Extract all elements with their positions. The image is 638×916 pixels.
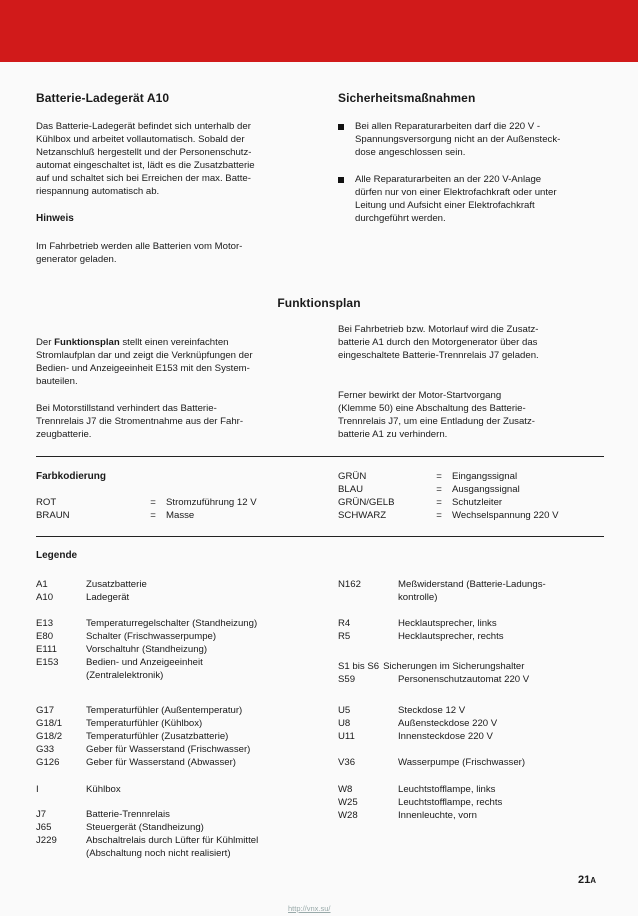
legend-code: R4 <box>338 618 351 629</box>
legend-item <box>36 743 250 756</box>
legend-code: W25 <box>338 797 358 808</box>
legend-code: G17 <box>36 705 55 716</box>
funktionsplan-left-p2: Bei Motorstillstand verhindert das Batterie- Trennrelais J7 die Stromentnahme aus der Fahr- zeugbatterie. <box>36 403 244 440</box>
legend-item <box>36 756 236 769</box>
equals-sign: = <box>436 510 442 521</box>
legend-item <box>338 704 465 717</box>
legend-label: Batterie-Trennrelais <box>86 809 170 820</box>
legend-item <box>338 730 493 743</box>
divider <box>36 536 604 537</box>
color-row <box>338 496 502 509</box>
legend-code: S1 bis S6 <box>338 661 380 672</box>
legend-label: Leuchtstofflampe, rechts <box>398 797 503 808</box>
legend-item <box>36 643 207 656</box>
equals-sign: = <box>436 471 442 482</box>
legend-code: E80 <box>36 631 54 642</box>
legend-code: G18/2 <box>36 731 63 742</box>
page-number <box>578 874 596 887</box>
legend-label: Sicherungen im Sicherungshalter <box>383 661 525 672</box>
legend-code: E153 <box>36 657 59 668</box>
legend-item <box>338 717 497 730</box>
color-name: GRÜN/GELB <box>338 497 395 508</box>
legend-label: Innenleuchte, vorn <box>398 810 477 821</box>
legend-code: G126 <box>36 757 60 768</box>
equals-sign: = <box>150 510 156 521</box>
fp-bold-term: Funktionsplan <box>54 337 120 348</box>
color-row <box>338 470 517 483</box>
legend-label: Kühlbox <box>86 784 121 795</box>
legend-item <box>36 656 203 682</box>
legend-label: Hecklautsprecher, rechts <box>398 631 504 642</box>
equals-sign: = <box>436 484 442 495</box>
legend-item <box>36 808 170 821</box>
legend-item <box>36 717 202 730</box>
legend-label: Innensteckdose 220 V <box>398 731 493 742</box>
legend-item <box>36 704 242 717</box>
legend-label: Meßwiderstand (Batterie-Ladungs- kontrolle) <box>398 579 546 603</box>
equals-sign: = <box>436 497 442 508</box>
legend-label: Temperaturfühler (Außentemperatur) <box>86 705 243 716</box>
legend-item <box>338 673 529 686</box>
legend-code: U5 <box>338 705 351 716</box>
legend-item <box>36 630 216 643</box>
legend-item <box>36 783 121 796</box>
page-number-suffix: A <box>590 876 597 885</box>
color-meaning: Masse <box>166 510 195 521</box>
color-meaning: Eingangssignal <box>452 471 518 482</box>
color-row <box>36 496 257 509</box>
legend-label: Vorschaltuhr (Standheizung) <box>86 644 208 655</box>
legend-item <box>338 756 525 769</box>
legend-code: G33 <box>36 744 55 755</box>
bullet-marker <box>338 124 344 130</box>
color-name: SCHWARZ <box>338 510 387 521</box>
color-meaning: Schutzleiter <box>452 497 503 508</box>
legend-item <box>36 591 129 604</box>
fp-text-post: stellt einen vereinfachten Stromlaufplan dar und zeigt die Verknüpfungen der Bedien- und Anzeigeeinheit E153 mit den System- bauteilen. <box>36 337 253 387</box>
legend-item <box>338 809 477 822</box>
fp-text-pre: Der <box>36 337 55 348</box>
funktionsplan-right-p1: Bei Fahrbetrieb bzw. Motorlauf wird die Zusatz- batterie A1 durch den Motorgenerator über das eingeschaltete Batterie-Trennrelais J7 geladen. <box>338 324 539 361</box>
legend-item <box>36 617 257 630</box>
farbkodierung-title: Farbkodierung <box>36 471 107 482</box>
legend-item <box>36 730 228 743</box>
legend-label: Bedien- und Anzeigeeinheit (Zentralelektronik) <box>86 657 203 681</box>
legend-code: J229 <box>36 835 57 846</box>
legend-label: Ladegerät <box>86 592 130 603</box>
safety-bullet-2: Alle Reparaturarbeiten an der 220 V-Anlage dürfen nur von einer Elektrofachkraft oder unter Leitung und Aufsicht einer Elektrofachkraft durchgeführt werden. <box>355 174 557 224</box>
hint-title: Hinweis <box>36 213 74 224</box>
legend-label: Temperaturfühler (Zusatzbatterie) <box>86 731 229 742</box>
legend-label: Geber für Wasserstand (Frischwasser) <box>86 744 251 755</box>
legend-label: Hecklautsprecher, links <box>398 618 497 629</box>
section-title-sicherheit: Sicherheitsmaßnahmen <box>338 91 476 105</box>
legend-item <box>338 578 546 604</box>
legend-label: Schalter (Frischwasserpumpe) <box>86 631 217 642</box>
legend-item <box>338 617 497 630</box>
legend-code: G18/1 <box>36 718 63 729</box>
color-name: ROT <box>36 497 57 508</box>
equals-sign: = <box>150 497 156 508</box>
legend-label: Abschaltrelais durch Lüfter für Kühlmittel (Abschaltung noch nicht realisiert) <box>86 835 259 859</box>
color-meaning: Wechselspannung 220 V <box>452 510 559 521</box>
divider <box>36 456 604 457</box>
funktionsplan-left-p1 <box>36 323 311 388</box>
legend-label: Wasserpumpe (Frischwasser) <box>398 757 526 768</box>
legend-item <box>338 660 524 673</box>
color-meaning: Stromzuführung 12 V <box>166 497 257 508</box>
funktionsplan-right-p2: Ferner bewirkt der Motor-Startvorgang (Klemme 50) eine Abschaltung des Batterie- Trennrelais J7, um eine Entladung der Zusatz- batterie A1 zu verhindern. <box>338 390 535 440</box>
color-name: BLAU <box>338 484 364 495</box>
color-row <box>338 509 559 522</box>
color-meaning: Ausgangssignal <box>452 484 520 495</box>
legend-code: J65 <box>36 822 52 833</box>
legend-label: Personenschutzautomat 220 V <box>398 674 530 685</box>
legend-code: S59 <box>338 674 356 685</box>
legend-code: A10 <box>36 592 54 603</box>
legend-item <box>36 578 147 591</box>
legend-code: N162 <box>338 579 361 590</box>
hint-body: Im Fahrbetrieb werden alle Batterien vom Motor- generator geladen. <box>36 241 243 265</box>
ladegeraet-body: Das Batterie-Ladegerät befindet sich unterhalb der Kühlbox und arbeitet vollautomatisch. Sobald der Netzanschluß hergestellt und der Personenschutz- automat eingeschaltet ist, lädt es die Zusatzbatterie auf und schaltet sich bei Erreichen der max. Batte- riespannung automatisch ab. <box>36 121 255 197</box>
legend-code: U8 <box>338 718 351 729</box>
legend-code: W28 <box>338 810 358 821</box>
legend-item <box>36 821 204 834</box>
funktionsplan-title: Funktionsplan <box>277 296 361 310</box>
page-number-value: 21 <box>578 874 591 886</box>
legend-code: R5 <box>338 631 351 642</box>
section-title-ladegeraet: Batterie-Ladegerät A10 <box>36 91 170 105</box>
header-bar <box>0 0 638 62</box>
bullet-marker <box>338 177 344 183</box>
legend-code: E13 <box>36 618 54 629</box>
legend-label: Temperaturfühler (Kühlbox) <box>86 718 203 729</box>
color-name: BRAUN <box>36 510 70 521</box>
legend-label: Steckdose 12 V <box>398 705 466 716</box>
legend-item <box>338 630 504 643</box>
color-name: GRÜN <box>338 471 367 482</box>
legend-label: Zusatzbatterie <box>86 579 147 590</box>
legend-item <box>338 796 502 809</box>
legend-code: J7 <box>36 809 47 820</box>
legend-label: Temperaturregelschalter (Standheizung) <box>86 618 258 629</box>
legend-label: Außensteckdose 220 V <box>398 718 498 729</box>
legend-code: A1 <box>36 579 48 590</box>
legende-title: Legende <box>36 550 78 561</box>
color-row <box>36 509 194 522</box>
legend-code: E111 <box>36 644 57 655</box>
legend-label: Geber für Wasserstand (Abwasser) <box>86 757 236 768</box>
legend-label: Leuchtstofflampe, links <box>398 784 496 795</box>
watermark-link[interactable]: http://vnx.su/ <box>288 904 331 913</box>
legend-code: I <box>36 784 39 795</box>
legend-label: Steuergerät (Standheizung) <box>86 822 204 833</box>
legend-code: V36 <box>338 757 356 768</box>
legend-item <box>36 834 258 860</box>
safety-bullet-1: Bei allen Reparaturarbeiten darf die 220 V - Spannungsversorgung nicht an der Außensteck- dose angeschlossen sein. <box>355 121 561 158</box>
legend-code: W8 <box>338 784 353 795</box>
legend-item <box>338 783 495 796</box>
color-row <box>338 483 520 496</box>
legend-code: U11 <box>338 731 355 742</box>
